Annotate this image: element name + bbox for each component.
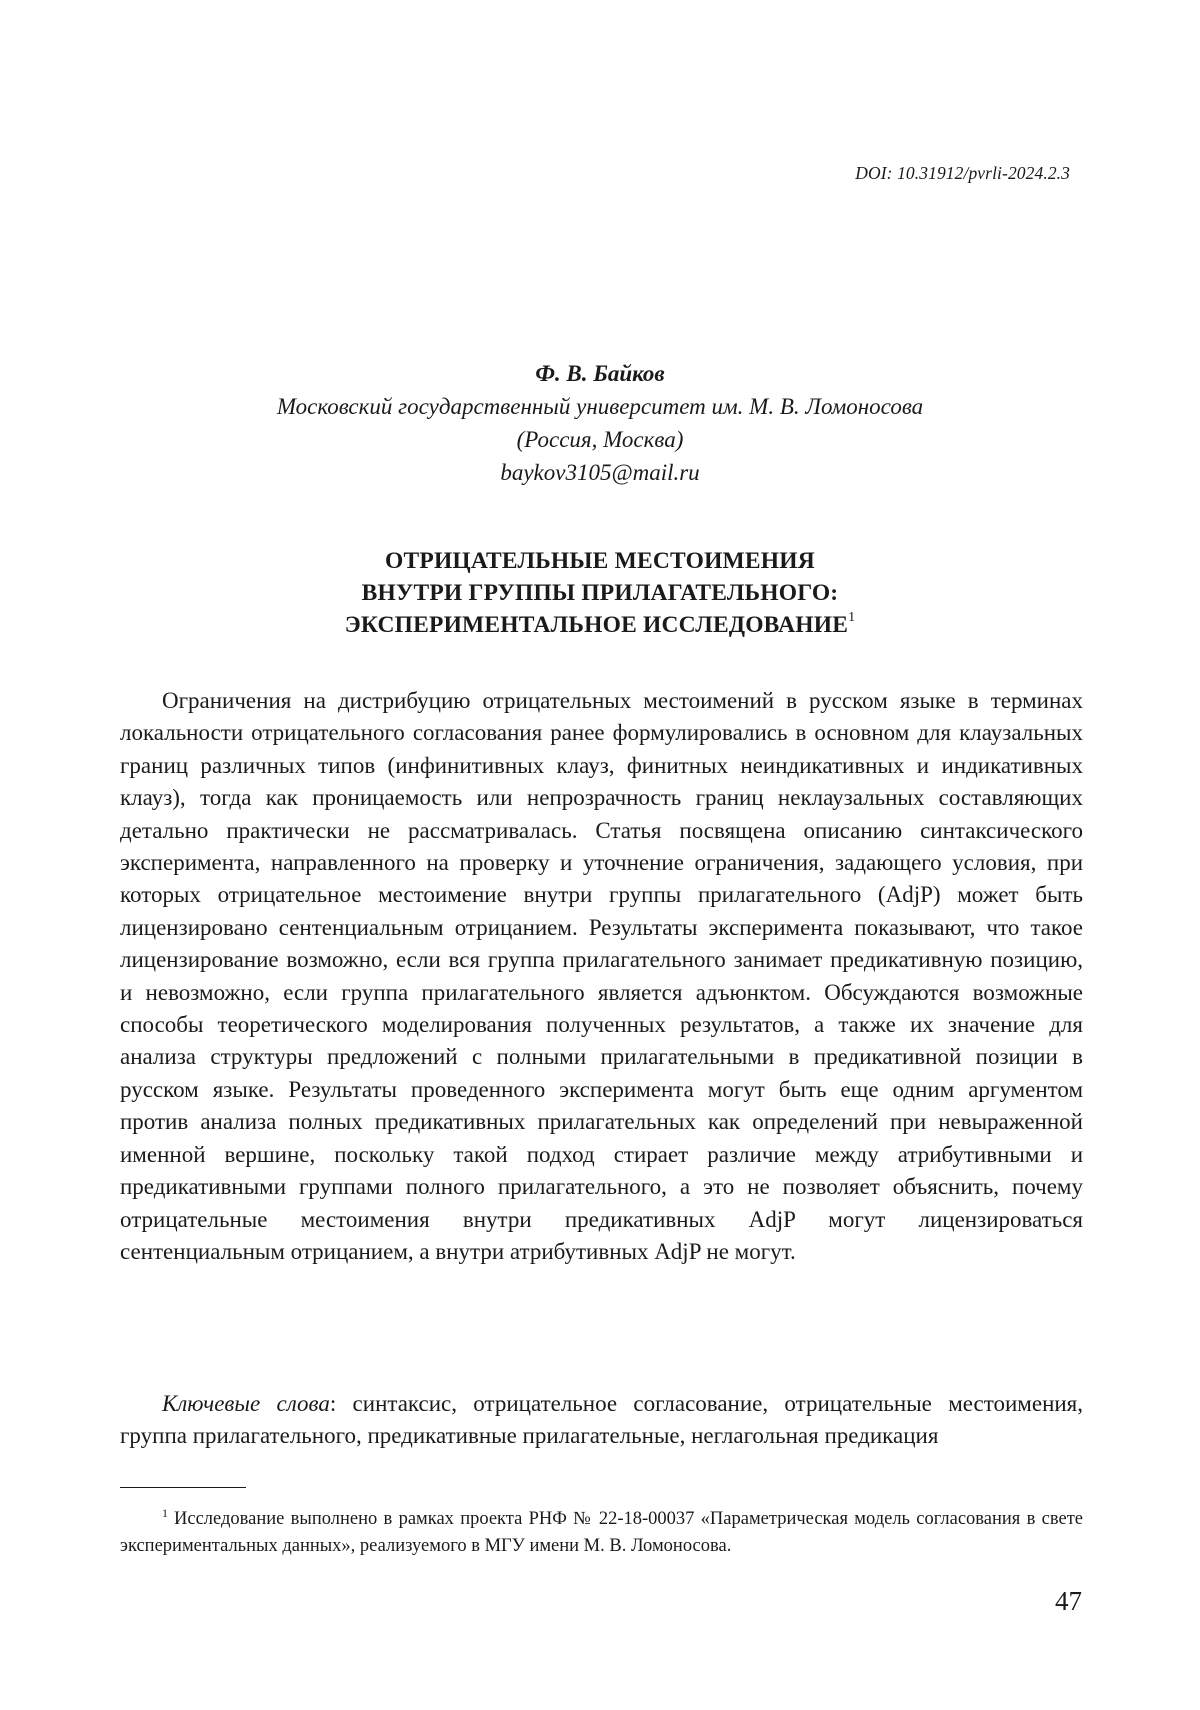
author-name: Ф. В. Байков bbox=[535, 361, 665, 386]
title-line-2: ВНУТРИ ГРУППЫ ПРИЛАГАТЕЛЬНОГО: bbox=[361, 580, 839, 606]
author-block bbox=[0, 357, 1200, 489]
footnote-marker: 1 bbox=[162, 1506, 168, 1520]
article-title bbox=[0, 545, 1200, 641]
page-number: 47 bbox=[1055, 1586, 1082, 1616]
footnote bbox=[120, 1506, 1083, 1560]
keywords-text: синтаксис, отрицательное согласование, отрицательные местоимения, группа прилагательного, предикативные прилагательные, неглагольная предикация bbox=[120, 1391, 1084, 1449]
author-affiliation: Московский государственный университет им. М. В. Ломоносова bbox=[276, 394, 924, 419]
title-footnote-marker[interactable]: 1 bbox=[848, 610, 856, 625]
keywords-label: Ключевые слова bbox=[162, 1391, 330, 1416]
footnote-divider bbox=[120, 1487, 246, 1488]
title-line-1: ОТРИЦАТЕЛЬНЫЕ МЕСТОИМЕНИЯ bbox=[385, 548, 815, 574]
abstract-paragraph: Ограничения на дистрибуцию отрицательных местоимений в русском языке в терминах локальности отрицательного согласования ранее формулировались в основном для клаузальных границ различных типов (инфинитивных клауз, финитных неиндикативных и индикативных клауз), тогда как проницаемость или непрозрачность границ неклаузальных составляющих детально практически не рассматривалась. Статья посвящена описанию синтаксического эксперимента, направленного на проверку и уточнение ограничения, задающего условия, при которых отрицательное местоимение внутри группы прилагательного (AdjP) может быть лицензировано сентенциальным отрицанием. Результаты эксперимента показывают, что такое лицензирование возможно, если вся группа прилагательного занимает предикативную позицию, и невозможно, если группа прилагательного является адъюнктом. Обсуждаются возможные способы теоретического моделирования полученных результатов, а также их значение для анализа структуры предложений с полными прилагательными в предикативной позиции в русском языке. Результаты проведенного эксперимента могут быть еще одним аргументом против анализа полных предикативных прилагательных как определений при невыраженной именной вершине, поскольку такой подход стирает различие между атрибутивными и предикативными группами полного прилагательного, а это не позволяет объяснить, почему отрицательные местоимения внутри предикативных AdjP могут лицензироваться сентенциальным отрицанием, а внутри атрибутивных AdjP не могут. bbox=[120, 688, 1083, 1264]
footnote-text: Исследование выполнено в рамках проекта РНФ № 22-18-00037 «Параметрическая модель согласования в свете экспериментальных данных», реализуемого в МГУ имени М. В. Ломоносова. bbox=[120, 1509, 1083, 1556]
keywords-separator: : bbox=[329, 1391, 353, 1416]
keywords-paragraph bbox=[120, 1388, 1083, 1453]
author-country: (Россия, Москва) bbox=[516, 427, 684, 452]
title-line-3 bbox=[0, 609, 1200, 641]
title-line-3-text: ЭКСПЕРИМЕНТАЛЬНОЕ ИССЛЕДОВАНИЕ bbox=[344, 612, 849, 638]
doi-label: DOI: 10.31912/pvrli-2024.2.3 bbox=[855, 163, 1070, 183]
author-email[interactable]: baykov3105@mail.ru bbox=[500, 460, 700, 485]
